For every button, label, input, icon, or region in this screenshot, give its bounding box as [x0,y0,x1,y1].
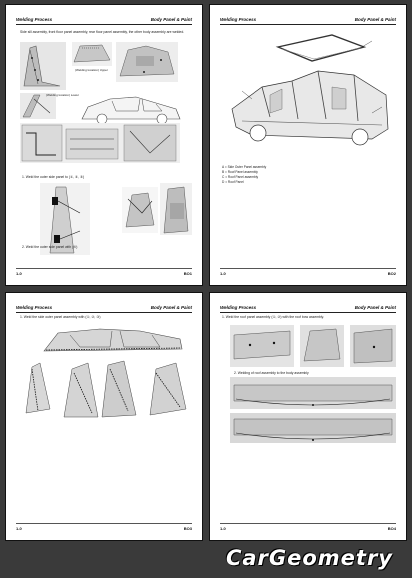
header-rule [16,312,192,313]
page-footer [220,268,396,277]
brand-logo: CarGeometry [225,546,393,570]
step-2-text: 2. Weld the outer side panel with (④) [22,245,78,249]
intro-text: Side sill assembly, front floor panel assembly, rear floor panel assembly, the other body assembly are welded. [20,30,185,34]
header-left: Welding Process [220,17,257,22]
page-footer [16,268,192,277]
page-footer [16,523,192,532]
footer-left: 1-0 [16,271,22,276]
legend-item-3: C = Roof Panel assembly [222,175,259,179]
header-left: Welding Process [16,305,53,310]
header-right: Body Panel & Paint [150,17,192,22]
header-right: Body Panel & Paint [354,17,396,22]
roof-bow-image-a [230,325,294,367]
header-left: Welding Process [16,17,53,22]
side-panel-image [20,42,66,90]
b-pillar-image [58,355,140,421]
manual-page-3 [5,292,203,541]
page-header [16,15,192,25]
manual-page-1 [5,4,203,286]
c-pillar-image [146,359,190,417]
step-2-text: 2. Welding of roof assembly to the body assembly [234,371,309,375]
footer-right: BO3 [183,526,192,531]
header-rule [220,24,396,25]
header-rule [16,24,192,25]
weld-location-label-a: (Welding location) Upper [75,68,108,72]
roof-bow-image-b [300,325,344,367]
watermark-bar [5,543,407,574]
footer-left: 1-0 [220,271,226,276]
header-right: Body Panel & Paint [150,305,192,310]
step-1-text: 1. Weld the outer side panel to (①, ②, ③) [22,175,85,179]
side-sill-image [20,123,180,163]
roof-bow-image-c [350,325,396,367]
reinforcement-diagram [160,183,192,235]
header-right: Body Panel & Paint [354,305,396,310]
manual-page-4 [209,292,407,541]
header-left: Welding Process [220,305,257,310]
legend-item-1: A = Side Outer Panel assembly [222,165,267,169]
a-pillar-image [20,359,56,415]
bracket-diagram [122,187,158,233]
step-1-text: 1. Weld the side outer panel assembly with (①, ②, ③) [20,315,101,319]
footer-right: BO4 [387,526,396,531]
footer-left: 1-0 [16,526,22,531]
step-1-text: 1. Weld the roof panel assembly (①, ②) with the roof bow assembly. [222,315,325,319]
panel-detail-image-b [116,42,178,82]
page-footer [220,523,396,532]
page-header [220,15,396,25]
weld-location-label-b: (Welding location) Lower [46,93,79,97]
roof-rail-image-a [230,377,396,409]
roof-rail-image-b [230,413,396,443]
page-header [220,303,396,313]
panel-detail-image-a [72,42,112,66]
footer-right: BO2 [387,271,396,276]
page-header [16,303,192,313]
side-outer-panel-image [40,325,186,355]
legend-item-4: D = Roof Panel [222,180,244,184]
footer-left: 1-0 [220,526,226,531]
body-in-white-exploded-image [222,29,398,159]
legend-item-2: B = Roof Panel assembly [222,170,258,174]
footer-right: BO1 [183,271,192,276]
manual-page-2 [209,4,407,286]
header-rule [220,312,396,313]
